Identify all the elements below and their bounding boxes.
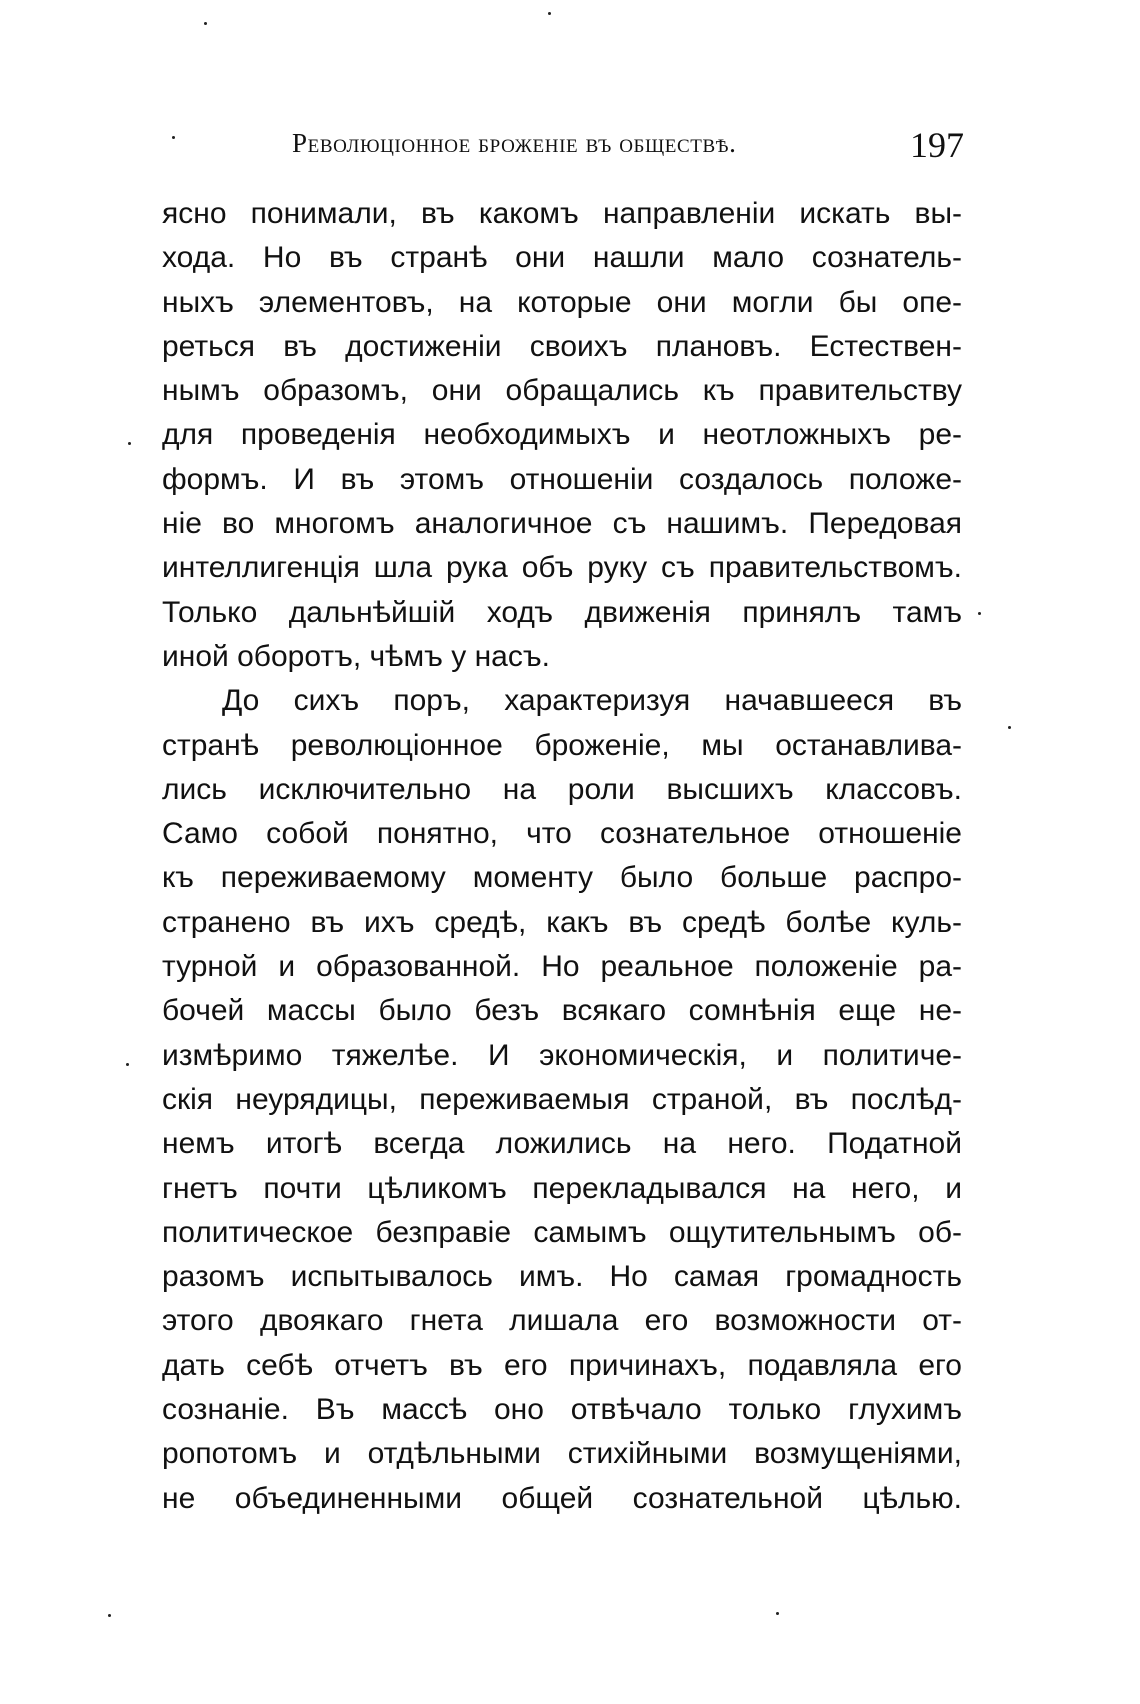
text-line: политическое безправіе самымъ ощутительнымъ об- (162, 1215, 962, 1249)
text-line: странѣ революціонное броженіе, мы останавлива- (162, 728, 962, 762)
text-line: интеллигенція шла рука объ руку съ правительствомъ. (162, 551, 962, 585)
text-line: хода. Но въ странѣ они нашли мало сознатель- (162, 241, 962, 275)
text-line: нымъ образомъ, они обращались къ правительству (162, 374, 962, 408)
text-line: турной и образованной. Но реальное положеніе ра- (162, 950, 962, 984)
text-line: этого двоякаго гнета лишала его возможности от- (162, 1304, 962, 1338)
body-text (162, 192, 962, 1521)
text-line: реться въ достиженіи своихъ плановъ. Естествен- (162, 329, 962, 363)
page-number: 197 (910, 125, 964, 165)
text-line: До сихъ поръ, характеризуя начавшееся въ (222, 684, 962, 718)
text-line: ропотомъ и отдѣльными стихійными возмущеніями, (162, 1437, 962, 1471)
scan-speck (172, 136, 175, 139)
text-line: для проведенія необходимыхъ и неотложныхъ ре- (162, 418, 962, 452)
running-head: Революціонное броженіе въ обществѣ. (292, 128, 737, 158)
text-line: странено въ ихъ средѣ, какъ въ средѣ болѣе куль- (162, 905, 962, 939)
scan-speck (128, 442, 131, 445)
text-line: Только дальнѣйшій ходъ движенія принялъ тамъ (162, 595, 962, 629)
text-line: лись исключительно на роли высшихъ классовъ. (162, 772, 962, 806)
text-line: гнетъ почти цѣликомъ перекладывался на него, и (162, 1171, 962, 1205)
text-line: формъ. И въ этомъ отношеніи создалось положе- (162, 462, 962, 496)
scan-speck (108, 1614, 111, 1617)
text-line: иной оборотъ, чѣмъ у насъ. (162, 639, 550, 673)
scan-speck (126, 1063, 129, 1066)
text-line: скія неурядицы, переживаемыя страной, въ послѣд- (162, 1082, 962, 1116)
text-line: не объединенными общей сознательной цѣлью. (162, 1481, 962, 1515)
text-line: измѣримо тяжелѣе. И экономическія, и политиче- (162, 1038, 962, 1072)
scan-speck (978, 612, 981, 615)
text-line: Само собой понятно, что сознательное отношеніе (162, 817, 962, 851)
text-line: дать себѣ отчетъ въ его причинахъ, подавляла его (162, 1348, 962, 1382)
scan-speck (1008, 726, 1011, 729)
scan-speck (776, 1612, 779, 1615)
text-line: къ переживаемому моменту было больше распро- (162, 861, 962, 895)
text-line: ныхъ элементовъ, на которые они могли бы опе- (162, 285, 962, 319)
text-line: ніе во многомъ аналогичное съ нашимъ. Передовая (162, 507, 962, 541)
text-line: бочей массы было безъ всякаго сомнѣнія еще не- (162, 994, 962, 1028)
scan-speck (548, 12, 551, 15)
text-line: немъ итогѣ всегда ложились на него. Податной (162, 1127, 962, 1161)
scan-speck (204, 22, 207, 25)
text-line: сознаніе. Въ массѣ оно отвѣчало только глухимъ (162, 1393, 962, 1427)
text-line: ясно понимали, въ какомъ направленіи искать вы- (162, 197, 962, 230)
text-line: разомъ испытывалось имъ. Но самая громадность (162, 1260, 962, 1294)
